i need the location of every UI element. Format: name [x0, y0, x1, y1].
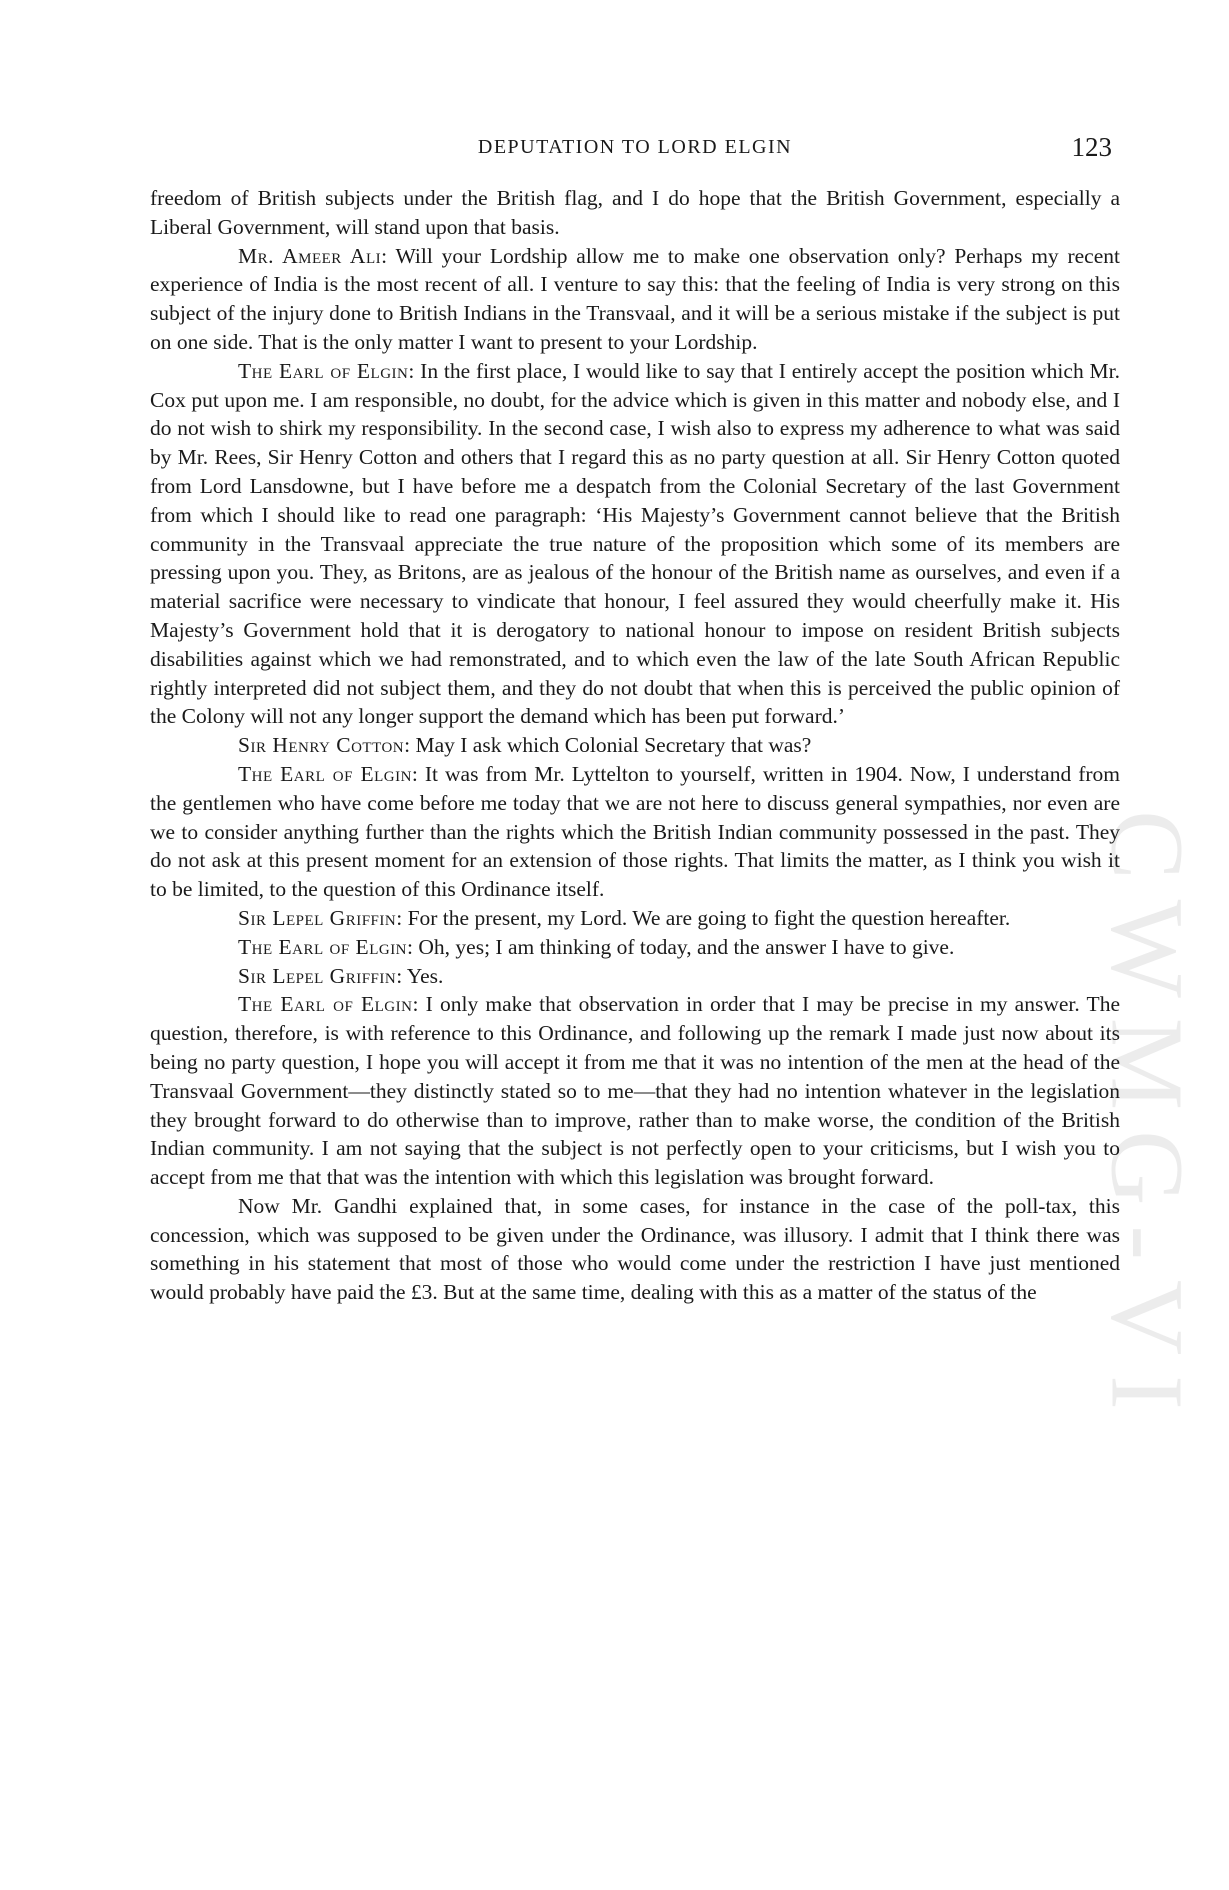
paragraph-text: : I only make that observation in order that I may be precise in my answer. The question, therefore, is with reference to this Ordinance, and following up the remark I made just now about its being no party question, I hope you will accept it from me that it was no intention of the men at the head of the Transvaal Government—they distinctly stated so to me—that they had no intention whatever in the legislation they brought forward to do otherwise than to improve, rather than to make worse, the condition of the British Indian community. I am not saying that the subject is not perfectly open to your criticisms, but I wish you to accept from me that that was the intention with which this legislation was brought forward.	[150, 992, 1120, 1190]
paragraph-text: : Will your Lordship allow me to make one observation only? Perhaps my recent experience of India is the most recent of all. I venture to say this: that the feeling of India is very strong on this subject of the injury done to British Indians in the Transvaal, and it will be a serious mistake if the subject is put on one side. That is the only matter I want to present to your Lordship.	[150, 243, 1120, 354]
paragraph	[150, 242, 1120, 357]
paragraph	[150, 1192, 1120, 1307]
speaker-name: Sir Lepel Griffin	[238, 905, 397, 930]
paragraph-text: freedom of British subjects under the British flag, and I do hope that the British Government, especially a Liberal Government, will stand upon that basis.	[150, 186, 1120, 239]
paragraph	[150, 933, 1120, 962]
speaker-name: The Earl of Elgin	[238, 934, 408, 959]
paragraph-text: : In the first place, I would like to say that I entirely accept the position which Mr. Cox put upon me. I am responsible, no doubt, for the advice which is given in this matter and nobody else, and I do not wish to shirk my responsibility. In the second case, I wish also to express my adherence to what was said by Mr. Rees, Sir Henry Cotton and others that I regard this as no party question at all. Sir Henry Cotton quoted from Lord Lansdowne, but I have before me a despatch from the Colonial Secretary of the last Government from which I should like to read one paragraph: ‘His Majesty’s Government cannot believe that the British community in the Transvaal appreciate the true nature of the proposition which some of its members are pressing upon you. They, as Britons, are as jealous of the honour of the British name as ourselves, and even if a material sacrifice were necessary to vindicate that honour, I feel assured they would cheerfully make it. His Majesty’s Government hold that it is derogatory to national honour to impose on resident British subjects disabilities against which we had remonstrated, and to which even the law of the late South African Republic rightly interpreted did not subject them, and they do not doubt that when this is perceived the public opinion of the Colony will not any longer support the demand which has been put forward.’	[150, 358, 1120, 729]
speaker-name: The Earl of Elgin	[238, 761, 412, 786]
watermark	[1089, 560, 1205, 1680]
running-head	[150, 132, 1120, 166]
paragraph-text: : It was from Mr. Lyttelton to yourself, written in 1904. Now, I understand from the gentlemen who have come before me today that we are not here to discuss general sympathies, nor even are we to consider anything further than the rights which the British Indian community possessed in the past. They do not ask at this present moment for an extension of those rights. That limits the matter, as I think you wish it to be limited, to the question of this Ordinance itself.	[150, 761, 1120, 902]
paragraph	[150, 760, 1120, 904]
body-text	[150, 184, 1120, 1307]
paragraph	[150, 904, 1120, 933]
paragraph-text: Now Mr. Gandhi explained that, in some cases, for instance in the case of the poll-tax, this concession, which was supposed to be given under the Ordinance, was illusory. I admit that I think there was something in his statement that most of those who would come under the restriction I have just mentioned would probably have paid the £3. But at the same time, dealing with this as a matter of the status of the	[150, 1193, 1120, 1305]
paragraph-text: : Oh, yes; I am thinking of today, and the answer I have to give.	[407, 934, 955, 959]
paragraph-text: : Yes.	[396, 963, 444, 988]
paragraph	[150, 357, 1120, 731]
paragraph-text: : For the present, my Lord. We are going to fight the question hereafter.	[396, 905, 1011, 930]
paragraph	[150, 962, 1120, 991]
speaker-name: Sir Lepel Griffin	[238, 963, 397, 988]
speaker-name: The Earl of Elgin	[238, 992, 413, 1017]
paragraph	[150, 184, 1120, 242]
speaker-name: The Earl of Elgin	[238, 358, 409, 383]
page-number: 123	[1071, 132, 1112, 162]
speaker-name: Sir Henry Cotton	[238, 733, 405, 758]
running-title: DEPUTATION TO LORD ELGIN	[477, 136, 793, 158]
paragraph	[150, 731, 1120, 760]
speaker-name: Mr. Ameer Ali	[238, 243, 382, 268]
paragraph	[150, 990, 1120, 1192]
watermark-text: CWMG-VI	[1089, 810, 1205, 1430]
paragraph-text: : May I ask which Colonial Secretary that was?	[404, 733, 812, 758]
